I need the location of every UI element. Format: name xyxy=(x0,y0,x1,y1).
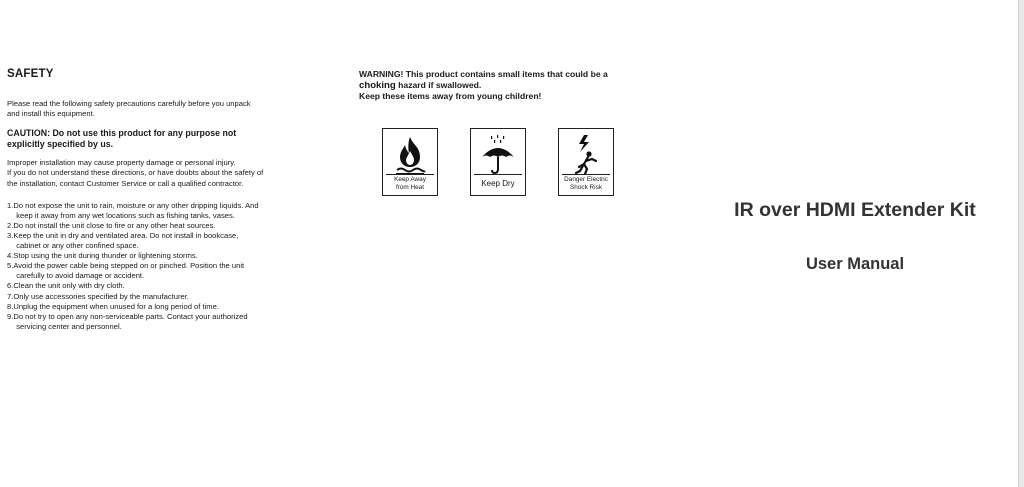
warning-line: hazard if swallowed. xyxy=(395,80,482,91)
safety-section xyxy=(7,68,317,332)
list-item: 1.Do not expose the unit to rain, moisture or any other dripping liquids. And keep it away from any wet locations such as fishing tanks, vases. xyxy=(7,200,259,220)
safety-list xyxy=(7,201,317,332)
improper-installation-text xyxy=(7,158,317,188)
list-item: 3.Keep the unit in dry and ventilated area. Do not install in bookcase, cabinet or any other confined space. xyxy=(7,230,239,251)
list-item: 9.Do not try to open any non-serviceable parts. Contact your authorized servicing center and personnel. xyxy=(7,311,248,331)
choking-word: choking xyxy=(359,80,396,92)
icon-caption: Keep Away from Heat xyxy=(386,174,434,192)
safety-intro-line: and install this equipment. xyxy=(7,109,95,119)
manual-subtitle: User Manual xyxy=(805,255,905,273)
list-item: 7.Only use accessories specified by the manufacturer. xyxy=(7,291,189,301)
list-item: 8.Unplug the equipment when unused for a long period of time. xyxy=(7,301,219,311)
warning-text xyxy=(359,69,659,103)
fire-icon xyxy=(383,133,437,177)
list-item: 5.Avoid the power cable being stepped on or pinched. Position the unit carefully to avoid damage or accident. xyxy=(7,261,245,281)
keep-dry-box xyxy=(470,128,526,196)
umbrella-rain-icon xyxy=(471,133,525,177)
safety-heading: SAFETY xyxy=(7,68,54,80)
manual-title: IR over HDMI Extender Kit xyxy=(734,199,976,221)
icon-caption: Danger Electric Shock Risk xyxy=(562,174,610,192)
safety-intro-line: Please read the following safety precautions carefully before you unpack xyxy=(7,99,251,108)
safety-intro xyxy=(7,99,317,119)
keep-away-from-heat-box xyxy=(382,128,438,196)
warning-line: Keep these items away from young children! xyxy=(359,91,542,102)
page-edge xyxy=(1018,0,1024,487)
caution-text xyxy=(7,128,317,149)
list-item: 6.Clean the unit only with dry cloth. xyxy=(7,281,125,291)
list-item: 4.Stop using the unit during thunder or lightening storms. xyxy=(7,251,198,261)
list-item: 2.Do not install the unit close to fire or any other heat sources. xyxy=(7,220,216,230)
caution-line: explicitly specified by us. xyxy=(7,138,114,149)
improper-line: Improper installation may cause property damage or personal injury. xyxy=(7,158,236,168)
improper-line: the installation, contact Customer Service or call a qualified contractor. xyxy=(7,178,244,188)
warning-line: WARNING! This product contains small items that could be a xyxy=(359,69,608,79)
warning-section xyxy=(359,69,659,103)
electric-shock-icon xyxy=(559,133,613,177)
improper-line: If you do not understand these directions, or have doubts about the safety of xyxy=(7,168,264,178)
danger-electric-shock-box xyxy=(558,128,614,196)
icon-caption: Keep Dry xyxy=(474,174,522,192)
caution-line: CAUTION: Do not use this product for any purpose not xyxy=(7,128,237,139)
